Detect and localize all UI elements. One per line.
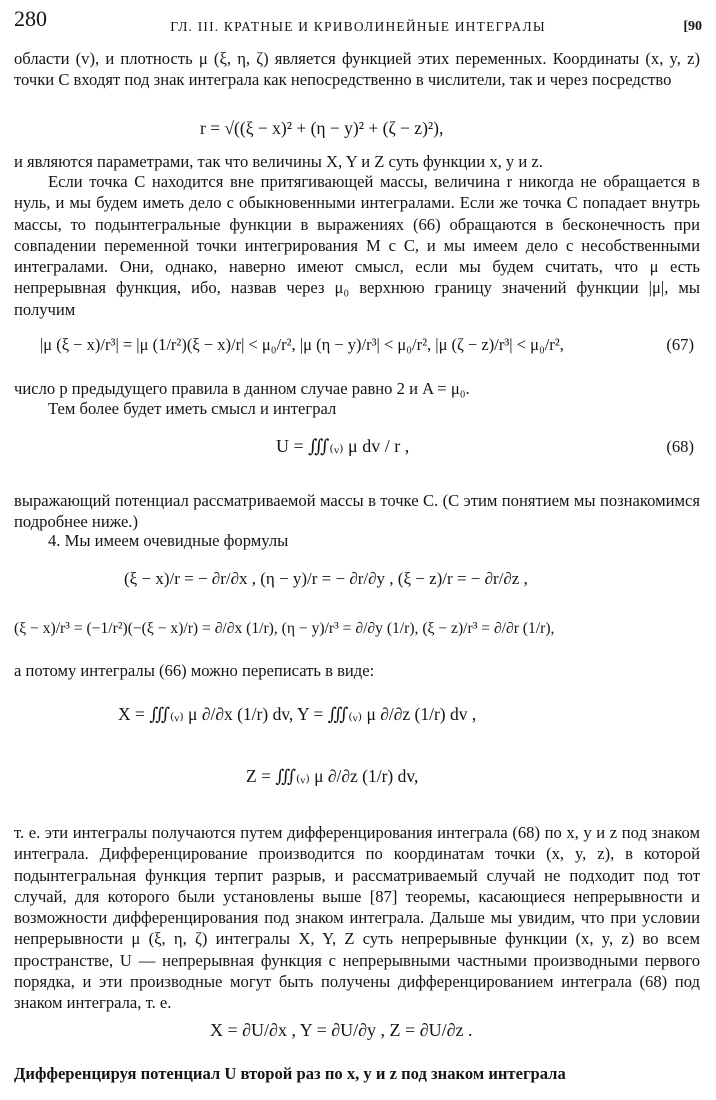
paragraph-4: число p предыдущего правила в данном случае равно 2 и A = μ₀. — [14, 379, 470, 398]
equation-x-y-integrals: X = ∭₍ᵥ₎ μ ∂/∂x (1/r) dv, Y = ∭₍ᵥ₎ μ ∂/∂z (1/r) dv , — [118, 704, 477, 724]
equation-68: U = ∭₍ᵥ₎ μ dv / r , — [276, 436, 410, 456]
equation-68-label: (68) — [666, 437, 694, 456]
section-number: [90 — [683, 19, 702, 34]
paragraph-3: Если точка C находится вне притягивающей массы, величина r никогда не обращается в нуль, и мы будем иметь дело с обыкновенными интегралами. Если же точка C попадает внутрь массы, то подынтегральные функции в выражениях (66) обращаются в бесконечность при совпадении переменной точки интегрирования M с C, и мы имеем дело с несобственными интегралами. Они, однако, наверно имеют смысл, если мы будем считать, что μ есть непрерывная функция, ибо, назвав через μ₀ верхнюю границу значений функции |μ|, мы получим — [14, 172, 700, 319]
equation-z-integral: Z = ∭₍ᵥ₎ μ ∂/∂z (1/r) dv, — [246, 766, 419, 786]
equation-r-definition: r = √((ξ − x)² + (η − y)² + (ζ − z)²), — [200, 118, 444, 138]
equation-partials-1: (ξ − x)/r = − ∂r/∂x , (η − y)/r = − ∂r/∂y , (ξ − z)/r = − ∂r/∂z , — [124, 569, 528, 588]
paragraph-10: Дифференцируя потенциал U второй раз по x, y и z под знаком интеграла — [14, 1064, 566, 1083]
paragraph-7: 4. Мы имеем очевидные формулы — [48, 531, 289, 550]
paragraph-6: выражающий потенциал рассматриваемой массы в точке C. (С этим понятием мы познакомимся подробнее ниже.) — [14, 491, 700, 532]
equation-67-label: (67) — [666, 335, 694, 354]
equation-67: |μ (ξ − x)/r³| = |μ (1/r²)(ξ − x)/r| < μ₀/r², |μ (η − y)/r³| < μ₀/r², |μ (ζ − z)/r³| < μ₀/r², — [40, 335, 564, 354]
running-title: ГЛ. III. КРАТНЫЕ И КРИВОЛИНЕЙНЫЕ ИНТЕГРАЛЫ — [170, 19, 546, 34]
paragraph-8: а потому интегралы (66) можно переписать в виде: — [14, 661, 375, 680]
paragraph-9: т. е. эти интегралы получаются путем дифференцирования интеграла (68) по x, y и z под знаком интеграла. Дифференцирование производится по координатам точки (x, y, z), в которой подынтегральная функция терпит разрыв, и рассматриваемый случай не подходит под тот случай, для которого были установлены выше [87] теоремы, касающиеся непрерывности и возможности дифференцирования под знаком интеграла. Дальше мы увидим, что при условии непрерывности μ (ξ, η, ζ) интегралы X, Y, Z суть непрерывные функции (x, y, z) во всем пространстве, U — непрерывная функция с непрерывными частными производными первого порядка, и эти производные могут быть получены дифференцированием интеграла (68) под знаком интеграла, т. е. — [14, 823, 700, 1013]
equation-partials-2: (ξ − x)/r³ = (−1/r²)(−(ξ − x)/r) = ∂/∂x (1/r), (η − y)/r³ = ∂/∂y (1/r), (ξ − z)/r³ = ∂/∂r (1/r), — [14, 620, 555, 637]
paragraph-2: и являются параметрами, так что величины X, Y и Z суть функции x, y и z. — [14, 152, 543, 171]
page-header — [14, 6, 702, 36]
paragraph-1: области (v), и плотность μ (ξ, η, ζ) является функцией этих переменных. Координаты (x, y, z) точки C входят под знак интеграла как непосредственно в числители, так и через посредство — [14, 49, 700, 90]
paragraph-5: Тем более будет иметь смысл и интеграл — [48, 399, 337, 418]
equation-gradient-u: X = ∂U/∂x , Y = ∂U/∂y , Z = ∂U/∂z . — [210, 1020, 473, 1040]
page-number: 280 — [14, 6, 47, 31]
